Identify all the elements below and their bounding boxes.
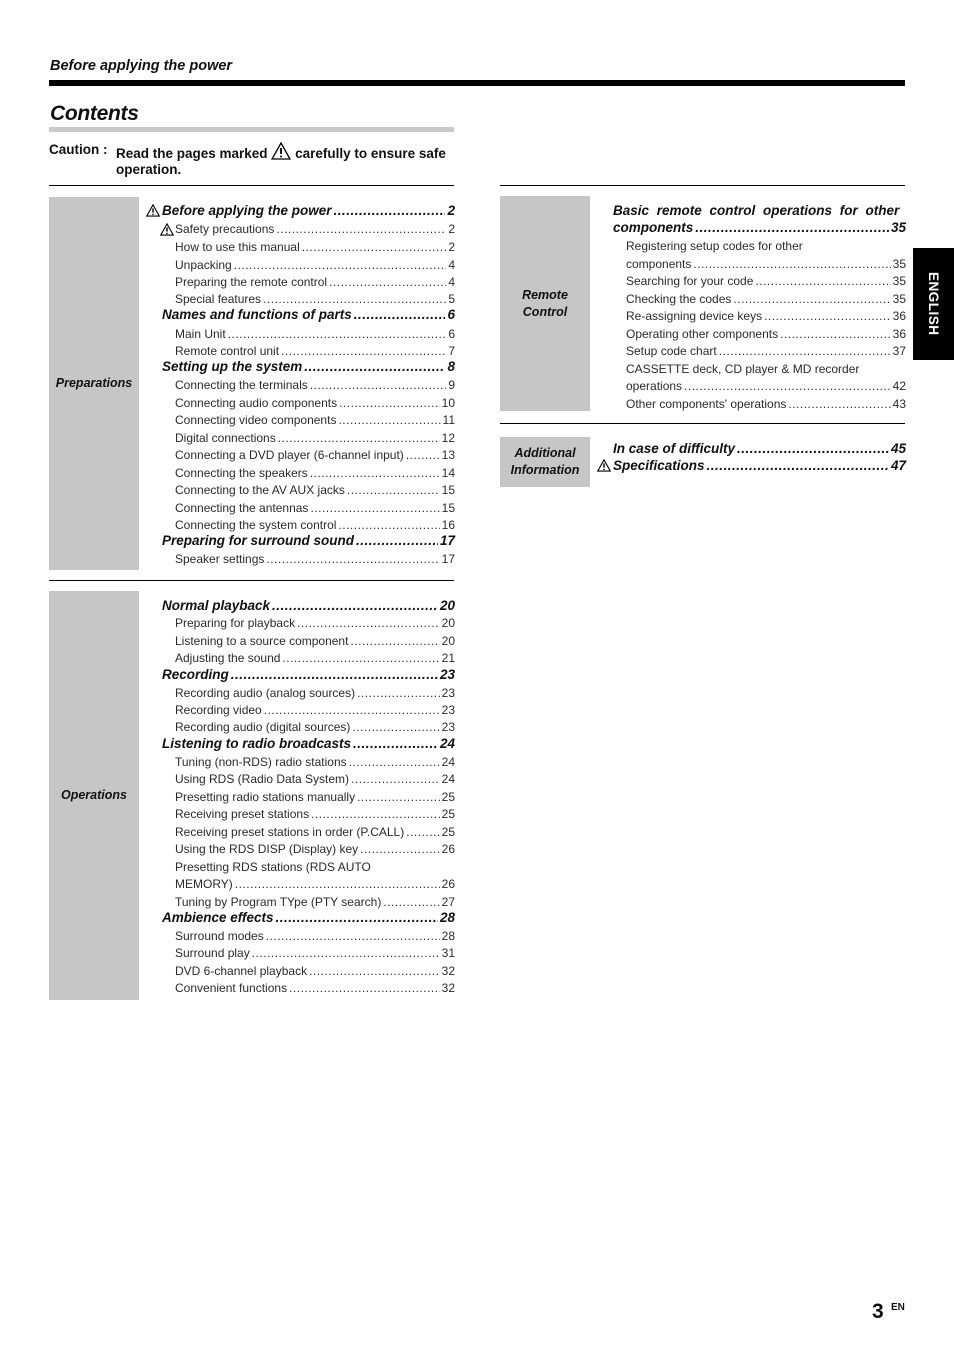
- toc-entry[interactable]: Using RDS (Radio Data System) ..... 24: [162, 772, 455, 786]
- toc-entry[interactable]: Surround play ..... 31: [162, 946, 455, 960]
- toc-entry[interactable]: Registering setup codes for other: [626, 239, 803, 253]
- toc-entry[interactable]: Adjusting the sound ..... 21: [162, 651, 455, 665]
- warning-icon: [271, 142, 291, 160]
- section-rule: [500, 423, 905, 424]
- toc-entry[interactable]: Connecting the system control ..... 16: [162, 518, 455, 532]
- toc-entry[interactable]: Receiving preset stations ..... 25: [162, 807, 455, 821]
- section-label-preparations: Preparations: [49, 197, 139, 570]
- section-label-additional-information: Additional Information: [500, 437, 590, 487]
- language-tab: ENGLISH: [913, 248, 954, 360]
- toc-entry[interactable]: Setup code chart ..... 37: [613, 344, 906, 358]
- section-label-operations: Operations: [49, 591, 139, 1000]
- toc-entry[interactable]: Unpacking ..... 4: [162, 258, 455, 272]
- toc-entry[interactable]: Connecting to the AV AUX jacks ..... 15: [162, 483, 455, 497]
- toc-heading[interactable]: Ambience effects ..... 28: [162, 910, 455, 925]
- warning-icon: [146, 204, 160, 217]
- caution-text: Read the pages marked carefully to ensure safe operation.: [116, 142, 456, 178]
- page-suffix: EN: [891, 1302, 905, 1313]
- toc-entry[interactable]: components ..... 35: [613, 257, 906, 271]
- toc-entry[interactable]: Tuning by Program TYpe (PTY search) ..... 27: [162, 895, 455, 909]
- caution-label: Caution :: [49, 142, 108, 157]
- toc-heading[interactable]: Names and functions of parts ..... 6: [162, 307, 455, 322]
- toc-heading[interactable]: Specifications ..... 47: [613, 458, 906, 473]
- toc-entry[interactable]: Other components' operations ..... 43: [613, 397, 906, 411]
- section-rule: [49, 185, 454, 186]
- toc-entry[interactable]: Connecting audio components ..... 10: [162, 396, 455, 410]
- toc-entry[interactable]: Presetting RDS stations (RDS AUTO: [175, 860, 371, 874]
- toc-entry[interactable]: Special features ..... 5: [162, 292, 455, 306]
- warning-icon: [597, 459, 611, 472]
- toc-entry[interactable]: Main Unit ..... 6: [162, 327, 455, 341]
- section-rule: [500, 185, 905, 186]
- toc-heading[interactable]: components ..... 35: [613, 220, 906, 235]
- page-title: Contents: [50, 102, 139, 125]
- toc-entry[interactable]: Connecting the terminals ..... 9: [162, 378, 455, 392]
- toc-entry[interactable]: Listening to a source component ..... 20: [162, 634, 455, 648]
- toc-entry[interactable]: Connecting the antennas ..... 15: [162, 501, 455, 515]
- top-rule: [49, 80, 905, 86]
- toc-entry[interactable]: Presetting radio stations manually ..... 25: [162, 790, 455, 804]
- warning-icon: [160, 223, 174, 236]
- toc-entry[interactable]: Receiving preset stations in order (P.CALL) ..... 25: [162, 825, 455, 839]
- toc-entry[interactable]: MEMORY) ..... 26: [162, 877, 455, 891]
- toc-entry[interactable]: Recording video ..... 23: [162, 703, 455, 717]
- toc-entry[interactable]: Preparing for playback ..... 20: [162, 616, 455, 630]
- toc-heading[interactable]: Normal playback ..... 20: [162, 598, 455, 613]
- toc-heading[interactable]: Before applying the power ..... 2: [162, 203, 455, 218]
- toc-entry[interactable]: Preparing the remote control ..... 4: [162, 275, 455, 289]
- running-head: Before applying the power: [50, 58, 233, 74]
- toc-entry[interactable]: CASSETTE deck, CD player & MD recorder: [626, 362, 860, 376]
- toc-entry[interactable]: Surround modes ..... 28: [162, 929, 455, 943]
- toc-entry[interactable]: Speaker settings ..... 17: [162, 552, 455, 566]
- toc-heading[interactable]: Listening to radio broadcasts ..... 24: [162, 736, 455, 751]
- toc-entry[interactable]: Recording audio (analog sources) ..... 23: [162, 686, 455, 700]
- toc-entry[interactable]: Tuning (non-RDS) radio stations ..... 24: [162, 755, 455, 769]
- section-label-remote-control: Remote Control: [500, 196, 590, 411]
- page-number: 3: [872, 1300, 884, 1323]
- toc-entry[interactable]: operations ..... 42: [613, 379, 906, 393]
- toc-entry[interactable]: How to use this manual ..... 2: [162, 240, 455, 254]
- toc-heading[interactable]: Recording ..... 23: [162, 667, 455, 682]
- toc-heading[interactable]: In case of difficulty ..... 45: [613, 441, 906, 456]
- toc-entry[interactable]: Recording audio (digital sources) ..... 23: [162, 720, 455, 734]
- toc-entry[interactable]: Using the RDS DISP (Display) key ..... 26: [162, 842, 455, 856]
- toc-heading[interactable]: Preparing for surround sound ..... 17: [162, 533, 455, 548]
- toc-entry[interactable]: Digital connections ..... 12: [162, 431, 455, 445]
- toc-entry[interactable]: Checking the codes ..... 35: [613, 292, 906, 306]
- title-rule: [49, 127, 454, 132]
- toc-entry[interactable]: Operating other components ..... 36: [613, 327, 906, 341]
- toc-entry[interactable]: Searching for your code ..... 35: [613, 274, 906, 288]
- toc-entry[interactable]: DVD 6-channel playback ..... 32: [162, 964, 455, 978]
- toc-entry[interactable]: Connecting a DVD player (6-channel input) ..... 13: [162, 448, 455, 462]
- toc-entry[interactable]: Safety precautions ..... 2: [162, 222, 455, 236]
- toc-entry[interactable]: Convenient functions ..... 32: [162, 981, 455, 995]
- section-rule: [49, 580, 454, 581]
- toc-heading[interactable]: Setting up the system ..... 8: [162, 359, 455, 374]
- toc-entry[interactable]: Remote control unit ..... 7: [162, 344, 455, 358]
- toc-entry[interactable]: Re-assigning device keys ..... 36: [613, 309, 906, 323]
- toc-entry[interactable]: Connecting video components ..... 11: [162, 413, 455, 427]
- toc-heading[interactable]: Basic remote control operations for other: [613, 203, 900, 218]
- toc-entry[interactable]: Connecting the speakers ..... 14: [162, 466, 455, 480]
